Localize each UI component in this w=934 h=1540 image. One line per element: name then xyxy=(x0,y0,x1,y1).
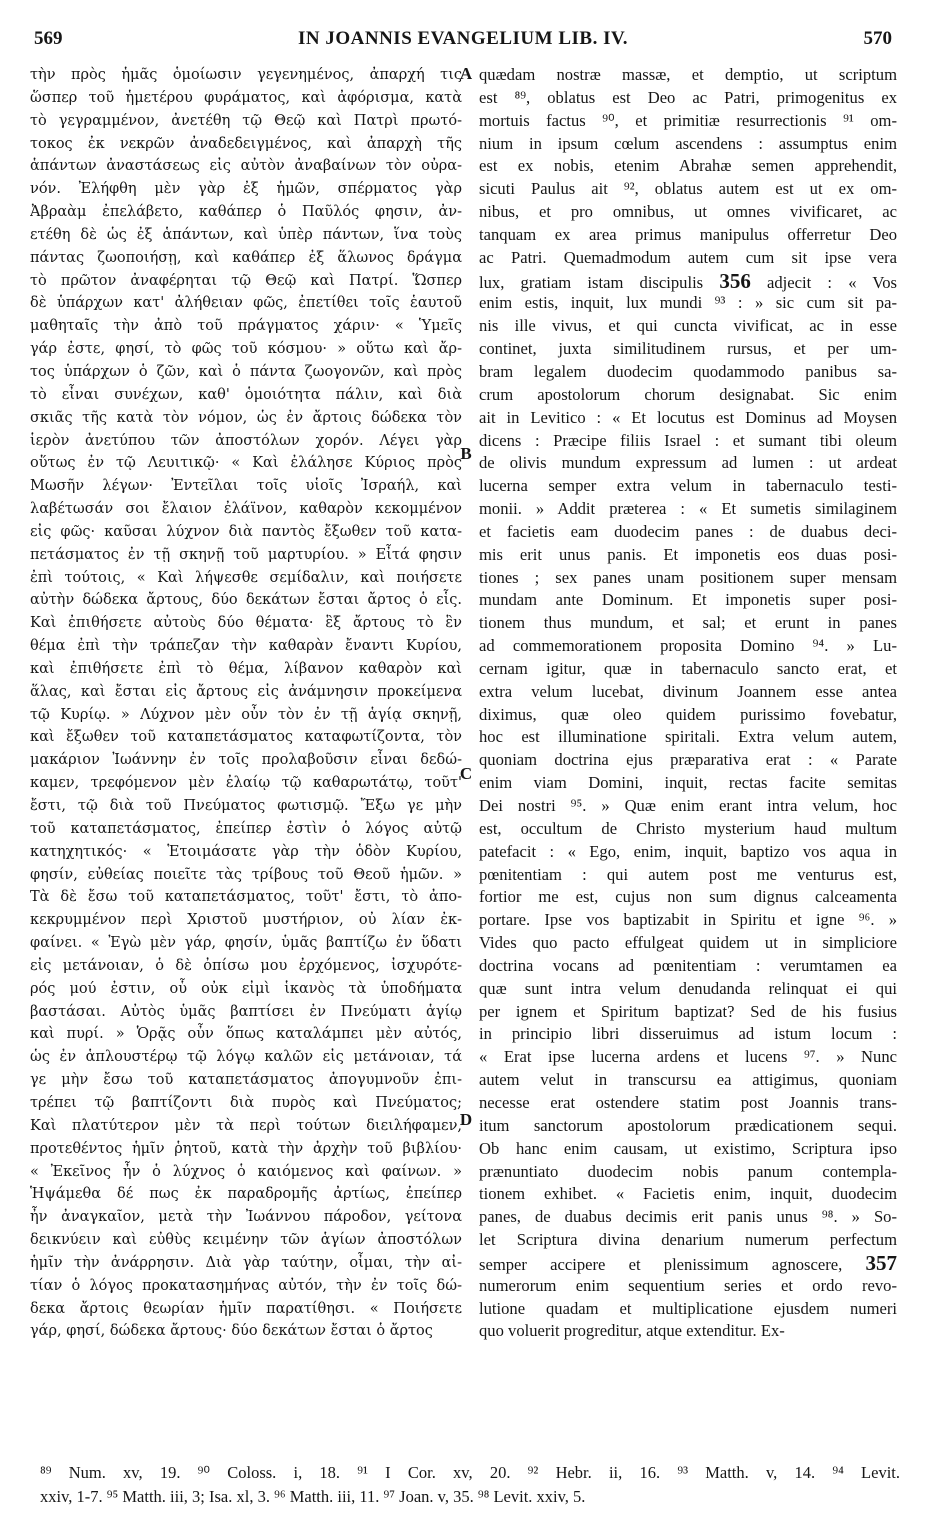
text-line: enim viam Domini, inquit, rectas facite semitas xyxy=(479,773,897,793)
greek-text-column xyxy=(30,64,462,1343)
page-marker: 357 xyxy=(865,1251,897,1275)
text-line: autem velut in transcursu ea attigimus, quoniam xyxy=(479,1070,897,1090)
text-line: nium in ipsum cœlum ascendens : assumptus enim xyxy=(479,133,897,153)
text-line: φησίν, εὐθείας ποιεῖτε τὰς τρίβους τοῦ Θεοῦ ἡμῶν. » xyxy=(30,866,462,883)
text-line: τὸ εἶναι συνέχων, καθ' ὁμοιότητα πάλιν, καὶ διὰ xyxy=(30,386,462,403)
text-line: ἐπὶ τούτοις, « Καὶ λήψεσθε σεμίδαλιν, καὶ ποιήσετε xyxy=(30,569,462,586)
text-line: et facietis eam duodecim panes : de duabus deci- xyxy=(479,521,897,541)
running-title: IN JOANNIS EVANGELIUM LIB. IV. xyxy=(298,28,628,49)
text-line: doctrina vocans ad pœnitentiam : verumtamen ea xyxy=(479,955,897,975)
text-line: portare. Ipse vos baptizabit in Spiritu et igne ⁹⁶. » xyxy=(479,910,897,930)
text-line: Dei nostri ⁹⁵. » Quæ enim erant intra velum, hoc xyxy=(479,796,897,815)
text-line: τίαν ὁ λόγος προκατασημήνας αὐτόν, τὴν ἐν τοῖς δώ- xyxy=(30,1277,462,1294)
text-line: τῷ Κυρίῳ. » Λύχνον μὲν οὖν τὸν ἐν τῇ ἁγίᾳ σκηνῇ, xyxy=(30,706,462,723)
text-line: in principio libri disseruimus ad istum locum : xyxy=(479,1024,897,1044)
page-number-left: 569 xyxy=(34,28,63,49)
text-line: patefacit : « Ego, enim, inquit, baptizo vos aqua in xyxy=(479,841,897,861)
text-line: nibus, et pro omnibus, ut omnes vivificaret, ac xyxy=(479,202,897,222)
text-line: ὡς ἐν ἁπλουστέρῳ τῷ λόγῳ καλῶν εἰς μετάνοιαν, τά xyxy=(30,1049,462,1066)
text-line: καὶ ἐπιθήσετε ἐπὶ τὸ θέμα, λίβανον καθαρὸν καὶ xyxy=(30,660,462,677)
text-line: mis erit unus panis. Et imponetis eos duas posi- xyxy=(479,544,897,564)
text-line: per ignem et Spiritum baptizat? Sed de his fusius xyxy=(479,1001,897,1021)
text-line: οὕτως ἐν τῷ Λευιτικῷ· « Καὶ ἐλάλησε Κύριος πρὸς xyxy=(30,455,462,472)
text-line: prænuntiato duodecim nobis panum contempla- xyxy=(479,1161,897,1181)
text-line: lutione quadam et multiplicatione ejusdem numeri xyxy=(479,1298,897,1318)
text-line: Καὶ πλατύτερον μὲν τὰ περὶ τούτων διειλήφαμεν, xyxy=(30,1117,462,1134)
text-line: tiones ; sex panes unam positionem super mensam xyxy=(479,567,897,587)
text-line: μαθηταῖς τὴν ἀπὸ τοῦ πράγματος χάριν· « Ὑμεῖς xyxy=(30,318,462,335)
text-line: sicuti Paulus ait ⁹², oblatus autem est ut ex om- xyxy=(479,179,897,199)
footnote-line: ⁸⁹ Num. xv, 19. ⁹⁰ Coloss. i, 18. ⁹¹ I Cor. xv, 20. ⁹² Hebr. ii, 16. ⁹³ Matth. v, 14. ⁹⁴ Levit. xyxy=(40,1463,900,1482)
text-line: let Scriptura divina denarium numerum perfectum xyxy=(479,1230,897,1250)
text-line: δὲ ὑπάρχων κατ' ἀλήθειαν φῶς, ἐπετίθει τοῖς ἑαυτοῦ xyxy=(30,295,462,312)
text-line: Τὰ δὲ ἔσω τοῦ καταπετάσματος, τοῦτ' ἔστι, τὸ ἀπο- xyxy=(30,889,462,906)
text-line: γε μὴν ἔσω τοῦ καταπετάσματος ἀπογυμνοῦν ἐπι- xyxy=(30,1072,462,1089)
text-line: dicens : Præcipe filiis Israel : et sumant tibi oleum xyxy=(479,430,897,450)
text-line: εἰς μετάνοιαν, ὁ δὲ ὀπίσω μου ἐρχόμενος, ἰσχυρότε- xyxy=(30,957,462,974)
text-line: εἰς φῶς· καῦσαι λύχνον διὰ παντὸς ἔξωθεν τοῦ κατα- xyxy=(30,523,462,540)
text-line: bram legalem duodecim quodammodo panibus sa- xyxy=(479,361,897,381)
text-line: crum apostolorum chorum designabat. Sic enim xyxy=(479,384,897,404)
text-line: monii. » Addit præterea : « Et sumetis similaginem xyxy=(479,499,897,519)
text-line: mortuis factus ⁹⁰, et primitiæ resurrectionis ⁹¹ om- xyxy=(479,110,897,130)
text-line: Καὶ ἐπιθήσετε αὐτοὺς δύο θέματα· ἓξ ἄρτους τὸ ἓν xyxy=(30,615,462,632)
text-line: ἱερὸν ἀνετύπου τῶν ἀποστόλων χορόν. Λέγει γὰρ xyxy=(30,432,462,449)
text-line: extra velum lucebat, divinum Joannem esse antea xyxy=(479,681,897,701)
text-line: φαίνει. « Ἐγὼ μὲν γάρ, φησίν, ὑμᾶς βαπτίζω ἐν ὕδατι xyxy=(30,935,462,952)
text-line: καὶ πυρί. » Ὁρᾷς οὖν ὅπως καταλάμπει μὲν αὐτός, xyxy=(30,1026,462,1043)
text-line: πετάσματος ἐν τῇ σκηνῇ τοῦ μαρτυρίου. » Εἶτά φησιν xyxy=(30,546,462,563)
text-line: cernam igitur, quæ in tabernaculo sancto erat, et xyxy=(479,658,897,678)
text-line: pœnitentiam : qui autem post me venturus est, xyxy=(479,864,897,884)
text-line: ad commemorationem proposita Domino ⁹⁴. » Lu- xyxy=(479,636,897,656)
text-line: δεκα ἄρτοις θεωρίαν ἡμῖν παρατίθησι. « Ποιήσετε xyxy=(30,1300,462,1317)
text-line: καὶ ἔξωθεν τοῦ καταπετάσματος καταφωτίζοντα, τὸν xyxy=(30,729,462,746)
page-number-right: 570 xyxy=(863,28,892,49)
text-line: βαστάσαι. Αὐτὸς ὑμᾶς βαπτίσει ἐν Πνεύματι ἁγίῳ xyxy=(30,1003,462,1020)
text-line: fortior me est, cujus non sum dignus calceamenta xyxy=(479,887,897,907)
text-line: ait in Levitico : « Et locutus est Dominus ad Moysen xyxy=(479,407,897,427)
text-line: ἔστι, τῷ διὰ τοῦ Πνεύματος φωτισμῷ. Ἔξω γε μὴν xyxy=(30,798,462,814)
text-line: καμεν, τρεφόμενον μὲν ἐλαίῳ τῷ καθαρωτάτῳ, τοῦτ' xyxy=(30,775,462,792)
text-line: quædam nostræ massæ, et demptio, ut scriptum xyxy=(479,65,897,84)
text-line: continet, juxta similitudinem rursus, et per um- xyxy=(479,339,897,359)
text-line: quoniam doctrina ejus præparativa erat : « Parate xyxy=(479,750,897,770)
text-line: ἦν ἀναγκαῖον, μετὰ τὴν Ἰωάννου πάροδον, γείτονα xyxy=(30,1209,462,1226)
margin-letter-c: C xyxy=(459,764,473,783)
text-line: γάρ, φησί, δώδεκα ἄρτους· δύο δεκάτων ἔσται ὁ ἄρτος xyxy=(30,1323,433,1340)
text-line: προτεθέντος ἡμῖν ῥητοῦ, κατὰ τὴν ἀρχὴν τοῦ βιβλίου· xyxy=(30,1140,462,1157)
text-line: θέμα ἐπὶ τὴν τράπεζαν τὴν καθαρὰν ἔναντι Κυρίου, xyxy=(30,638,462,655)
text-line: numerorum enim sequentium series et ordo revo- xyxy=(479,1275,897,1295)
text-line: diximus, quæ oleo quidem purissimo fovebatur, xyxy=(479,704,897,724)
text-line: ρός μού ἐστιν, οὗ οὐκ εἰμὶ ἱκανὸς τὰ ὑποδήματα xyxy=(30,980,462,997)
text-line: Ἡψάμεθα δέ πως ἐκ παραδρομῆς ἀρτίως, ἐπείπερ xyxy=(30,1186,462,1203)
text-line: τος ὑπάρχων ὁ ζῶν, καὶ ὁ πάντα ζωογονῶν, καὶ πρὸς xyxy=(30,363,462,380)
text-line: « Ἐκεῖνος ἦν ὁ λύχνος ὁ καιόμενος καὶ φαίνων. » xyxy=(30,1163,462,1180)
text-line: quæ sunt intra velum denudanda relinquat ei qui xyxy=(479,978,897,998)
text-line: tionem exhibet. « Facietis enim, inquit, duodecim xyxy=(479,1184,897,1204)
text-line: est, occultum de Christo mysterium haud multum xyxy=(479,818,897,838)
text-line: « Erat ipse lucerna ardens et lucens ⁹⁷. » Nunc xyxy=(479,1047,897,1067)
text-line: κατηχητικός· « Ἑτοιμάσατε γὰρ τὴν ὁδὸν Κυρίου, xyxy=(30,843,462,860)
text-line: μακάριον Ἰωάννην ἐν τοῖς προλαβοῦσιν εἶναι δεδώ- xyxy=(30,752,462,769)
text-line: semper accipere et plenissimum agnoscere, 357 xyxy=(479,1251,897,1275)
text-line: est ⁸⁹, oblatus est Deo ac Patri, primogenitus ex xyxy=(479,87,897,107)
text-line: Ob hanc enim causam, ut existimo, Scriptura ipso xyxy=(479,1138,897,1158)
text-line: τρέπει τῷ βαπτίζοντι διὰ πυρὸς καὶ Πνεύματος; xyxy=(30,1094,462,1111)
text-line: τοῦ καταπετάσματος, ἐπείπερ ἐστὶν ὁ λόγος αὐτῷ xyxy=(30,820,462,837)
text-line: ἁπάντων ἀναστάσεως εἰς αὐτὸν ἀναβαίνων τὸν οὐρα- xyxy=(30,158,462,175)
text-line: αὐτὴν δώδεκα ἄρτους, δύο δεκάτων ἔσται ἄρτος ὁ εἷς. xyxy=(30,592,462,609)
text-line: quo voluerit progreditur, atque extenditur. Ex- xyxy=(479,1321,785,1341)
text-line: πάντας ζωοποιήσῃ, καὶ καθάπερ ἐξ ἅλωνος δράγμα xyxy=(30,249,462,266)
text-line: hoc est illuminatione spiritali. Extra velum autem, xyxy=(479,727,897,747)
text-line: σκιᾶς τῆς κατὰ τὸν νόμον, ὡς ἐν ἄρτοις δώδεκα τὸν xyxy=(30,409,462,426)
text-line: panes, de duabus decimis erit panis unus ⁹⁸. » So- xyxy=(479,1207,897,1227)
latin-text-column xyxy=(479,64,897,1343)
text-line: νόν. Ἐλήφθη μὲν γὰρ ἐξ ἡμῶν, σπέρματος γὰρ xyxy=(30,181,462,198)
text-line: κεκρυμμένον περὶ Χριστοῦ μυστήριον, οὐ λίαν ἐκ- xyxy=(30,912,462,929)
text-line: lucerna semper extra velum in tabernaculo testi- xyxy=(479,476,897,496)
text-line: Μωσῆν λέγων· Ἐντεῖλαι τοῖς υἱοῖς Ἰσραήλ, καὶ xyxy=(30,478,462,495)
text-line: λαβέτωσάν σοι ἔλαιον ἐλάϊνον, καθαρὸν κεκομμένον xyxy=(30,501,462,518)
text-line: ac Patri. Quemadmodum autem cum sit ipse vera xyxy=(479,247,897,267)
margin-letter-d: D xyxy=(459,1110,473,1129)
text-line: est ex nobis, etenim Abrahæ semen apprehendit, xyxy=(479,156,897,176)
text-line: γάρ ἐστε, φησί, τὸ φῶς τοῦ κόσμου· » οὕτω καὶ ἄρ- xyxy=(30,341,462,358)
text-line: τὴν πρὸς ἡμᾶς ὁμοίωσιν γεγενημένος, ἀπαρχή τις xyxy=(30,67,462,83)
text-line: Vides quo pacto effulgeat quidem ut in simpliciore xyxy=(479,933,897,953)
text-line: itum sanctorum apostolorum prædicationem sequi. xyxy=(479,1115,897,1135)
text-line: ετέθη δὲ ὡς ἐξ ἁπάντων, καὶ ὑπὲρ πάντων, ἵνα τοὺς xyxy=(30,226,462,243)
text-line: τοκος ἐκ νεκρῶν ἀναδεδειγμένος, καὶ ἀπαρχὴ τῆς xyxy=(30,135,462,152)
text-line: Ἀβραὰμ ἐπελάβετο, καθάπερ ὁ Παῦλός φησιν, ἀν- xyxy=(30,204,462,221)
text-line: necesse erat ostendere statim post Joannis trans- xyxy=(479,1092,897,1112)
text-line: ἅλας, καὶ ἔσται εἰς ἄρτους εἰς ἀνάμνησιν προκείμενα xyxy=(30,683,462,700)
footnote-line: xxiv, 1-7. ⁹⁵ Matth. iii, 3; Isa. xl, 3. ⁹⁶ Matth. iii, 11. ⁹⁷ Joan. v, 35. ⁹⁸ Levit. xxiv, 5. xyxy=(40,1487,586,1506)
text-line: tanquam ex area primus manipulus offerretur Deo xyxy=(479,224,897,244)
text-line: de olivis mundum expressum ad lumen : ut ardeat xyxy=(479,453,897,473)
text-line: ὥσπερ τοῦ ἡμετέρου φυράματος, καὶ ἀφόρισμα, κατὰ xyxy=(30,89,462,106)
text-line: ἡμῖν τὴν ἀνάρρησιν. Διὰ γὰρ ταύτην, οἶμαι, τὴν αἰ- xyxy=(30,1254,462,1271)
text-line: nis ille vivus, et qui cuncta vivificat, ac in esse xyxy=(479,316,897,336)
running-header xyxy=(34,28,892,58)
text-line: δεικνύειν καὶ εὐθὺς κειμένην τῶν ἁγίων ἀποστόλων xyxy=(30,1232,462,1249)
text-line: τὸ πρῶτον ἀναφέρηται τῷ Θεῷ καὶ Πατρί. Ὥσπερ xyxy=(30,272,462,289)
text-line: lux, gratiam istam discipulis 356 adjecit : « Vos xyxy=(479,269,897,293)
margin-letter-b: B xyxy=(460,444,472,463)
text-line: enim estis, inquit, lux mundi ⁹³ : » sic cum sit pa- xyxy=(479,293,897,313)
text-line: tionem thus mundum, et sal; et erunt in panes xyxy=(479,613,897,633)
text-line: τὸ γεγραμμένον, ἀνετέθη τῷ Θεῷ καὶ Πατρὶ πρωτό- xyxy=(30,112,462,129)
page-marker: 356 xyxy=(719,269,751,293)
margin-letter-a: A xyxy=(459,64,473,83)
text-line: mundam ante Dominum. Et imponetis super posi- xyxy=(479,590,897,610)
